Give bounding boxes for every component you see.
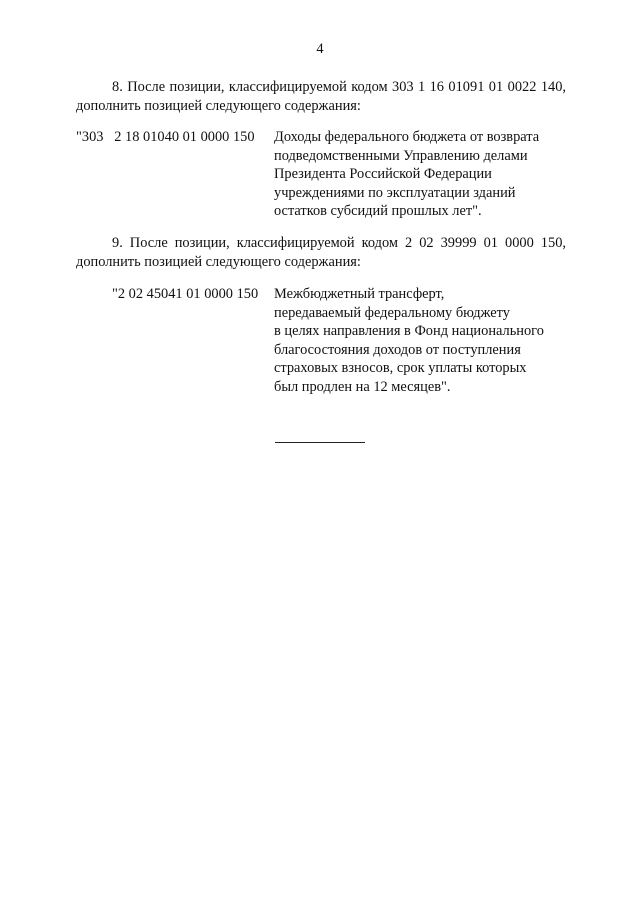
- item-8-desc-line: Доходы федерального бюджета от возврата: [274, 129, 540, 145]
- item-8-description: [274, 128, 539, 221]
- item-9-desc-line: благосостояния доходов от поступления: [274, 341, 521, 358]
- item-8-code: "303 2 18 01040 01 0000 150: [76, 129, 255, 145]
- item-9-desc-line: страховых взносов, срок уплаты которых: [274, 360, 527, 376]
- item-9-code: "2 02 45041 01 0000 150: [112, 286, 259, 302]
- item-9-desc-line: передаваемый федеральному бюджету: [274, 304, 510, 321]
- page-number: 4: [316, 41, 324, 57]
- item-8-desc-line: подведомственными Управлению делами: [274, 147, 528, 164]
- item-9-description: [274, 285, 544, 396]
- item-9-desc-line: в целях направления в Фонд национального: [274, 323, 544, 339]
- item-8-paragraph: [76, 78, 566, 116]
- item-9-desc-line: Межбюджетный трансферт,: [274, 286, 445, 302]
- item-8-desc-line: остатков субсидий прошлых лет".: [274, 203, 482, 219]
- item-9-line-2: дополнить позицией следующего содержания:: [76, 254, 361, 270]
- item-9-paragraph: [76, 234, 566, 272]
- end-separator-line: [275, 442, 365, 443]
- item-8-line-1: 8. После позиции, классифицируемой кодом 303 1 16 01091 01 0022 140,: [112, 79, 566, 95]
- item-9-desc-line: был продлен на 12 месяцев".: [274, 378, 451, 395]
- item-8-desc-line: учреждениями по эксплуатации зданий: [274, 184, 516, 201]
- item-8-line-2: дополнить позицией следующего содержания:: [76, 98, 361, 114]
- item-9-line-1: 9. После позиции, классифицируемой кодом 2 02 39999 01 0000 150,: [112, 235, 566, 251]
- item-8-desc-line: Президента Российской Федерации: [274, 166, 492, 182]
